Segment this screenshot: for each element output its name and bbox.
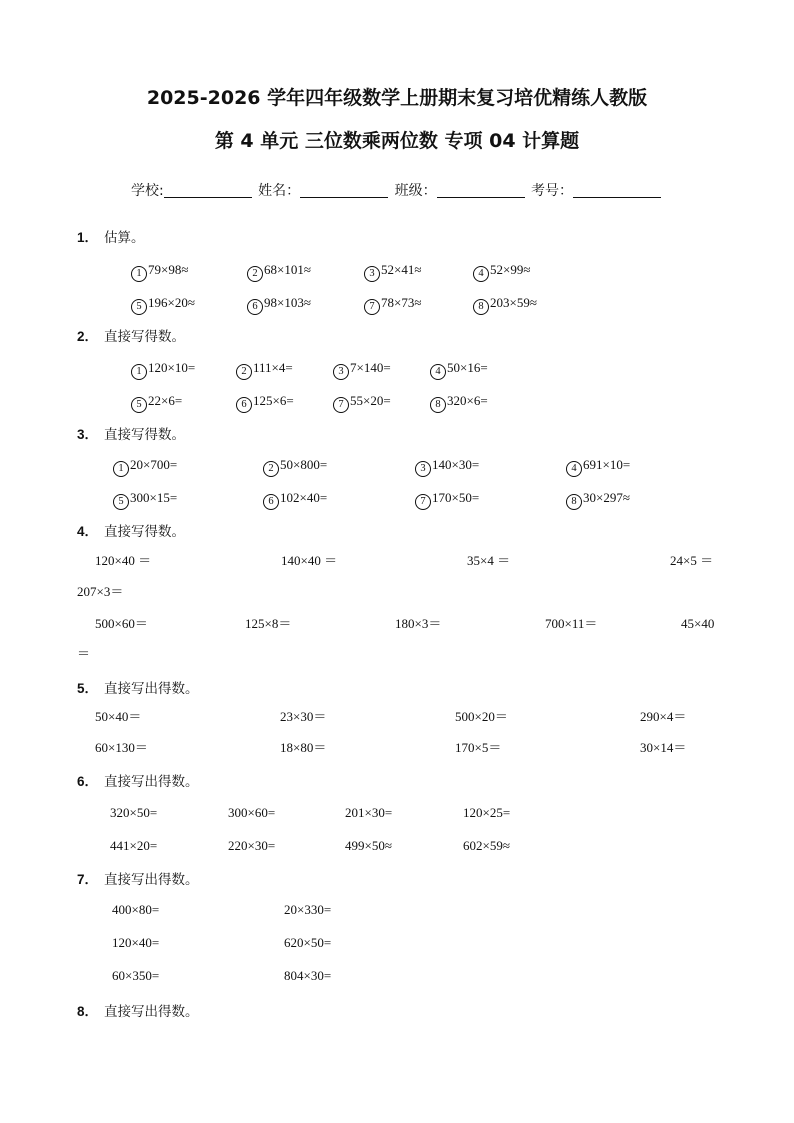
- item-expression: 55×20=: [350, 393, 391, 408]
- problem-item: [566, 457, 630, 477]
- problem-item: 441×20=: [110, 838, 158, 853]
- question-4-heading: [77, 523, 185, 541]
- problem-item: 700×11＝: [545, 616, 598, 631]
- item-expression: 20×700=: [130, 457, 178, 472]
- problem-item: [131, 295, 195, 315]
- item-expression: 203×59≈: [490, 295, 537, 310]
- item-number-circle: 1: [113, 461, 129, 477]
- problem-item: [263, 490, 327, 510]
- problem-item: 50×40＝: [95, 709, 142, 724]
- problem-item: 804×30=: [284, 968, 332, 983]
- item-number-circle: 7: [364, 299, 380, 315]
- problem-item: 23×30＝: [280, 709, 327, 724]
- question-7-heading: [77, 871, 199, 889]
- problem-item: [236, 360, 293, 380]
- problem-item: [113, 457, 177, 477]
- question-number: 1．: [77, 230, 99, 245]
- exam-number-blank[interactable]: [573, 183, 661, 198]
- item-number-circle: 6: [247, 299, 263, 315]
- problem-item: [364, 262, 421, 282]
- item-expression: 120×10=: [148, 360, 196, 375]
- item-number-circle: 2: [263, 461, 279, 477]
- problem-item: 220×30=: [228, 838, 276, 853]
- question-number: 6．: [77, 774, 99, 789]
- problem-item: 602×59≈: [463, 838, 510, 853]
- problem-item: [113, 490, 177, 510]
- item-number-circle: 8: [473, 299, 489, 315]
- item-expression: 52×41≈: [381, 262, 422, 277]
- problem-item: [473, 295, 537, 315]
- problem-item: 125×8＝: [245, 616, 292, 631]
- problem-item: 180×3＝: [395, 616, 442, 631]
- problem-item: [247, 295, 311, 315]
- question-3-heading: [77, 426, 185, 444]
- question-1-heading: [77, 229, 145, 247]
- student-info-row: [0, 181, 794, 201]
- question-instruction: 直接写出得数。: [104, 872, 199, 888]
- item-number-circle: 6: [236, 397, 252, 413]
- item-number-circle: 1: [131, 266, 147, 282]
- question-number: 8．: [77, 1004, 99, 1019]
- item-expression: 140×30=: [432, 457, 480, 472]
- item-expression: 52×99≈: [490, 262, 531, 277]
- problem-item: [131, 393, 182, 413]
- problem-item: 170×5＝: [455, 740, 502, 755]
- problem-item: [131, 262, 188, 282]
- problem-item: 20×330=: [284, 902, 332, 917]
- item-number-circle: 1: [131, 364, 147, 380]
- problem-item: 290×4＝: [640, 709, 687, 724]
- item-number-circle: 7: [333, 397, 349, 413]
- item-number-circle: 4: [430, 364, 446, 380]
- item-expression: 50×16=: [447, 360, 488, 375]
- item-expression: 68×101≈: [264, 262, 311, 277]
- item-number-circle: 8: [566, 494, 582, 510]
- item-expression: 22×6=: [148, 393, 183, 408]
- item-number-circle: 5: [131, 299, 147, 315]
- question-number: 7．: [77, 872, 99, 887]
- problem-item: 120×40=: [112, 935, 160, 950]
- item-number-circle: 2: [247, 266, 263, 282]
- class-blank[interactable]: [437, 183, 525, 198]
- item-expression: 50×800=: [280, 457, 328, 472]
- item-expression: 30×297≈: [583, 490, 630, 505]
- problem-item: 201×30=: [345, 805, 393, 820]
- problem-item: 60×350=: [112, 968, 160, 983]
- problem-item: [247, 262, 311, 282]
- item-expression: 111×4=: [253, 360, 293, 375]
- item-number-circle: 8: [430, 397, 446, 413]
- item-expression: 7×140=: [350, 360, 391, 375]
- name-label: 姓名：: [258, 183, 301, 199]
- question-instruction: 直接写得数。: [104, 329, 186, 345]
- class-label: 班级：: [394, 183, 437, 199]
- problem-item: [415, 457, 479, 477]
- problem-item: [364, 295, 421, 315]
- problem-item: 499×50≈: [345, 838, 392, 853]
- item-expression: 102×40=: [280, 490, 328, 505]
- question-instruction: 直接写出得数。: [104, 681, 199, 697]
- question-2-heading: [77, 328, 185, 346]
- problem-item: [430, 360, 488, 380]
- problem-item: [263, 457, 327, 477]
- item-number-circle: 2: [236, 364, 252, 380]
- item-expression: 300×15=: [130, 490, 178, 505]
- item-expression: 170×50=: [432, 490, 480, 505]
- school-label: 学校:: [130, 183, 164, 199]
- item-expression: 98×103≈: [264, 295, 311, 310]
- problem-item: [430, 393, 488, 413]
- problem-item: 500×60＝: [95, 616, 148, 631]
- problem-item: 140×40 ＝: [281, 553, 338, 568]
- problem-item: 35×4 ＝: [467, 553, 511, 568]
- problem-item: 45×40: [681, 616, 715, 631]
- problem-item: 24×5 ＝: [670, 553, 714, 568]
- item-number-circle: 4: [473, 266, 489, 282]
- question-instruction: 直接写出得数。: [104, 1004, 199, 1020]
- question-6-heading: [77, 773, 199, 791]
- problem-item: [131, 360, 195, 380]
- question-number: 4．: [77, 524, 99, 539]
- item-expression: 691×10=: [583, 457, 631, 472]
- item-number-circle: 4: [566, 461, 582, 477]
- exam-number-label: 考号：: [531, 183, 574, 199]
- problem-item: 120×25=: [463, 805, 511, 820]
- item-expression: 79×98≈: [148, 262, 189, 277]
- item-number-circle: 3: [364, 266, 380, 282]
- question-instruction: 直接写得数。: [104, 427, 186, 443]
- problem-item: [236, 393, 294, 413]
- item-number-circle: 6: [263, 494, 279, 510]
- page-title: 2025-2026 学年四年级数学上册期末复习培优精练人教版: [146, 87, 648, 109]
- name-blank[interactable]: [300, 183, 388, 198]
- item-expression: 320×6=: [447, 393, 488, 408]
- item-number-circle: 7: [415, 494, 431, 510]
- problem-item: 300×60=: [228, 805, 276, 820]
- question-instruction: 直接写得数。: [104, 524, 186, 540]
- problem-item: 60×130＝: [95, 740, 148, 755]
- school-blank[interactable]: [164, 183, 252, 198]
- problem-item: ＝: [77, 646, 91, 661]
- problem-item: 400×80=: [112, 902, 160, 917]
- problem-item: 620×50=: [284, 935, 332, 950]
- problem-item: 320×50=: [110, 805, 158, 820]
- question-number: 3．: [77, 427, 99, 442]
- problem-item: [566, 490, 630, 510]
- question-8-heading: [77, 1003, 199, 1021]
- item-number-circle: 3: [415, 461, 431, 477]
- problem-item: [473, 262, 530, 282]
- problem-item: [333, 360, 391, 380]
- page-subtitle: 第 4 单元 三位数乘两位数 专项 04 计算题: [214, 130, 580, 152]
- question-number: 2．: [77, 329, 99, 344]
- item-number-circle: 3: [333, 364, 349, 380]
- problem-item: 207×3＝: [77, 584, 124, 599]
- question-instruction: 估算。: [104, 230, 145, 246]
- item-expression: 78×73≈: [381, 295, 422, 310]
- item-number-circle: 5: [113, 494, 129, 510]
- problem-item: [415, 490, 479, 510]
- item-expression: 125×6=: [253, 393, 294, 408]
- problem-item: 18×80＝: [280, 740, 327, 755]
- problem-item: 120×40 ＝: [95, 553, 152, 568]
- problem-item: 500×20＝: [455, 709, 508, 724]
- problem-item: [333, 393, 391, 413]
- problem-item: 30×14＝: [640, 740, 687, 755]
- question-number: 5．: [77, 681, 99, 696]
- item-expression: 196×20≈: [148, 295, 195, 310]
- question-instruction: 直接写出得数。: [104, 774, 199, 790]
- item-number-circle: 5: [131, 397, 147, 413]
- question-5-heading: [77, 680, 199, 698]
